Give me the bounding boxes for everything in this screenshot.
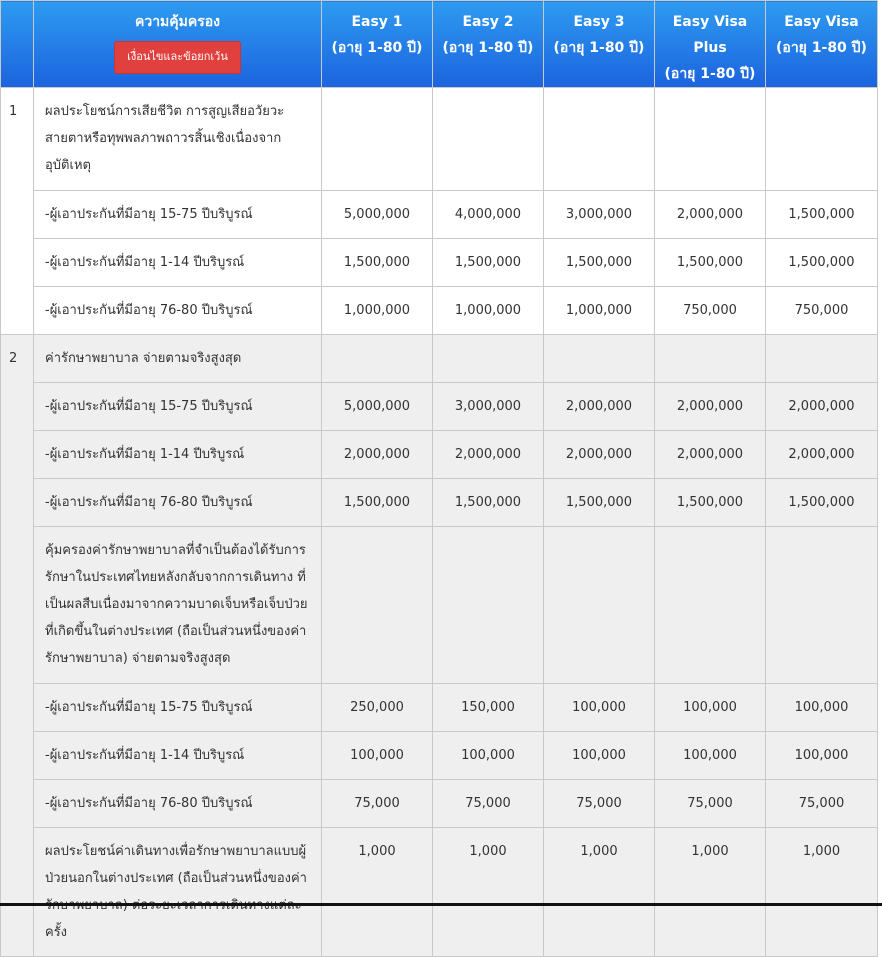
value-cell: [433, 527, 544, 684]
table-row: [1, 828, 878, 957]
plan-age: (อายุ 1-80 ปี): [442, 40, 534, 56]
coverage-label: ค่ารักษาพยาบาล จ่ายตามจริงสูงสุด: [34, 335, 322, 383]
value-cell: 150,000: [433, 684, 544, 732]
coverage-label: -ผู้เอาประกันที่มีอายุ 76-80 ปีบริบูรณ์: [34, 479, 322, 527]
value-cell: [655, 88, 766, 191]
coverage-label: -ผู้เอาประกันที่มีอายุ 15-75 ปีบริบูรณ์: [34, 191, 322, 239]
table-row: [1, 335, 878, 383]
value-cell: 1,500,000: [433, 239, 544, 287]
table-row: [1, 684, 878, 732]
coverage-label: ผลประโยชน์ค่าเดินทางเพื่อรักษาพยาบาลแบบผู้ป่วยนอกในต่างประเทศ (ถือเป็นส่วนหนึ่งของค่า ครั้ง: [34, 828, 322, 957]
value-cell: 2,000,000: [544, 431, 655, 479]
value-cell: 75,000: [655, 780, 766, 828]
value-cell: [433, 88, 544, 191]
value-cell: 100,000: [655, 684, 766, 732]
value-cell: 250,000: [322, 684, 433, 732]
plan-header-easy-2: [433, 1, 544, 88]
value-cell: 75,000: [433, 780, 544, 828]
exclusions-button[interactable]: เงื่อนไขและข้อยกเว้น: [114, 41, 241, 74]
value-cell: 1,000: [766, 828, 878, 957]
value-cell: [433, 335, 544, 383]
value-cell: 1,000: [322, 828, 433, 957]
value-cell: [322, 335, 433, 383]
plan-header-easy-1: [322, 1, 433, 88]
coverage-label: -ผู้เอาประกันที่มีอายุ 1-14 ปีบริบูรณ์: [34, 732, 322, 780]
table-row: [1, 527, 878, 684]
value-cell: [766, 335, 878, 383]
value-cell: 2,000,000: [322, 431, 433, 479]
value-cell: 750,000: [655, 287, 766, 335]
value-cell: 5,000,000: [322, 383, 433, 431]
value-cell: 1,500,000: [322, 239, 433, 287]
value-cell: 1,500,000: [766, 479, 878, 527]
plan-name: Easy 3: [573, 14, 625, 30]
value-cell: [544, 527, 655, 684]
value-cell: 2,000,000: [766, 431, 878, 479]
coverage-label: -ผู้เอาประกันที่มีอายุ 1-14 ปีบริบูรณ์: [34, 431, 322, 479]
value-cell: 1,000,000: [433, 287, 544, 335]
table-row: [1, 191, 878, 239]
table-row: [1, 780, 878, 828]
value-cell: 1,000: [655, 828, 766, 957]
value-cell: 1,500,000: [433, 479, 544, 527]
plan-name: Easy Visa: [784, 14, 859, 30]
value-cell: 2,000,000: [655, 383, 766, 431]
value-cell: 3,000,000: [544, 191, 655, 239]
value-cell: 1,500,000: [544, 239, 655, 287]
value-cell: 1,500,000: [544, 479, 655, 527]
value-cell: 75,000: [766, 780, 878, 828]
value-cell: 100,000: [544, 732, 655, 780]
table-row: [1, 431, 878, 479]
plan-header-easy-3: [544, 1, 655, 88]
table-row: [1, 383, 878, 431]
value-cell: 100,000: [544, 684, 655, 732]
header-coverage-cell: [34, 1, 322, 88]
plan-age: (อายุ 1-80 ปี): [776, 40, 867, 56]
plan-age: (อายุ 1-80 ปี): [664, 66, 756, 82]
table-row: [1, 287, 878, 335]
coverage-label: -ผู้เอาประกันที่มีอายุ 1-14 ปีบริบูรณ์: [34, 239, 322, 287]
value-cell: [766, 88, 878, 191]
plan-name: Easy 1: [351, 14, 403, 30]
value-cell: 750,000: [766, 287, 878, 335]
value-cell: [655, 527, 766, 684]
value-cell: 2,000,000: [433, 431, 544, 479]
coverage-header-label: ความคุ้มครอง: [134, 14, 221, 30]
value-cell: 2,000,000: [766, 383, 878, 431]
value-cell: [655, 335, 766, 383]
coverage-label: -ผู้เอาประกันที่มีอายุ 76-80 ปีบริบูรณ์: [34, 287, 322, 335]
coverage-label: ผลประโยชน์การเสียชีวิต การสูญเสียอวัยวะ สายตาหรือทุพพลภาพถาวรสิ้นเชิงเนื่องจากอุบัติเหตุ: [34, 88, 322, 191]
plan-header-easy-visa-plus: [655, 1, 766, 88]
table-row: [1, 239, 878, 287]
value-cell: 4,000,000: [433, 191, 544, 239]
value-cell: 100,000: [766, 732, 878, 780]
value-cell: 100,000: [655, 732, 766, 780]
value-cell: [544, 335, 655, 383]
header-number-cell: [1, 1, 34, 88]
table-row: [1, 88, 878, 191]
value-cell: 2,000,000: [544, 383, 655, 431]
value-cell: [544, 88, 655, 191]
value-cell: 75,000: [544, 780, 655, 828]
coverage-label: -ผู้เอาประกันที่มีอายุ 15-75 ปีบริบูรณ์: [34, 684, 322, 732]
value-cell: 1,000: [544, 828, 655, 957]
table-row: [1, 479, 878, 527]
plan-header-easy-visa: [766, 1, 878, 88]
coverage-label: -ผู้เอาประกันที่มีอายุ 76-80 ปีบริบูรณ์: [34, 780, 322, 828]
value-cell: 2,000,000: [655, 191, 766, 239]
value-cell: 100,000: [322, 732, 433, 780]
value-cell: 100,000: [433, 732, 544, 780]
plan-name: Easy 2: [462, 14, 514, 30]
row-number: 2: [1, 335, 34, 957]
value-cell: 2,000,000: [655, 431, 766, 479]
plan-age: (อายุ 1-80 ปี): [553, 40, 645, 56]
value-cell: 1,500,000: [655, 239, 766, 287]
plan-name: Easy Visa Plus: [672, 14, 748, 56]
value-cell: 1,500,000: [322, 479, 433, 527]
value-cell: 75,000: [322, 780, 433, 828]
value-cell: 1,000,000: [322, 287, 433, 335]
value-cell: 1,000,000: [544, 287, 655, 335]
plan-age: (อายุ 1-80 ปี): [331, 40, 423, 56]
value-cell: [322, 88, 433, 191]
header-row: [1, 1, 878, 88]
value-cell: 5,000,000: [322, 191, 433, 239]
coverage-label: -ผู้เอาประกันที่มีอายุ 15-75 ปีบริบูรณ์: [34, 383, 322, 431]
table-row: [1, 732, 878, 780]
coverage-label: คุ้มครองค่ารักษาพยาบาลที่จำเป็นต้องได้รับการรักษาในประเทศไทยหลังกลับจากการเดินทาง ที่เป็นผลสืบเนื่องมาจากความบาดเจ็บหรือเจ็บป่วยที่เกิดขึ้นในต่างประเทศ (ถือเป็นส่วนหนึ่งของค่ารักษาพยาบาล) จ่ายตามจริงสูงสุด: [34, 527, 322, 684]
value-cell: [766, 527, 878, 684]
value-cell: 1,500,000: [766, 191, 878, 239]
value-cell: [322, 527, 433, 684]
value-cell: 1,000: [433, 828, 544, 957]
value-cell: 100,000: [766, 684, 878, 732]
value-cell: 1,500,000: [655, 479, 766, 527]
value-cell: 1,500,000: [766, 239, 878, 287]
row-number: 1: [1, 88, 34, 335]
value-cell: 3,000,000: [433, 383, 544, 431]
